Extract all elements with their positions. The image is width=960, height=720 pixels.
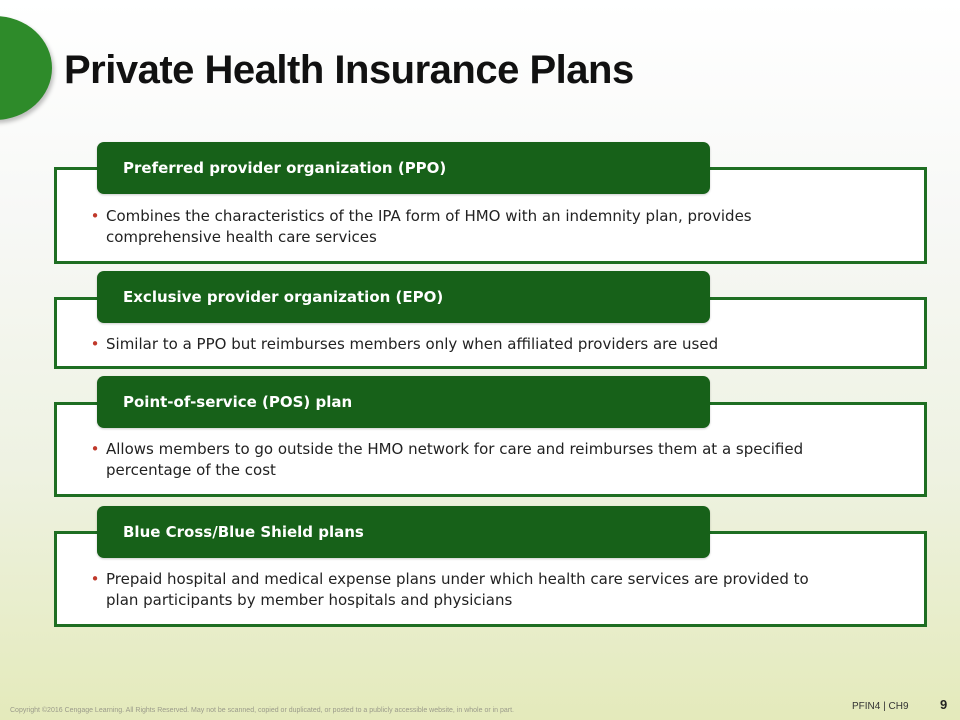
plan-header-bcbs: Blue Cross/Blue Shield plans — [97, 506, 710, 558]
bullet-icon: • — [90, 570, 100, 588]
bullet-icon: • — [90, 440, 100, 458]
plan-bullet-text: Allows members to go outside the HMO network for care and reimburses them at a specified percentage of the cost — [106, 440, 804, 479]
bullet-icon: • — [90, 335, 100, 353]
plan-bullet-text: Combines the characteristics of the IPA form of HMO with an indemnity plan, provides comprehensive health care services — [106, 207, 752, 246]
course-label: PFIN4 | CH9 — [852, 701, 909, 712]
page-number: 9 — [940, 697, 948, 712]
corner-decoration — [0, 16, 52, 120]
plan-header-ppo: Preferred provider organization (PPO) — [97, 142, 710, 194]
plan-header-pos: Point-of-service (POS) plan — [97, 376, 710, 428]
plan-bullet-text: Similar to a PPO but reimburses members only when affiliated providers are used — [106, 335, 719, 353]
plan-bullet-pos — [84, 439, 844, 481]
copyright-notice: Copyright ©2016 Cengage Learning. All Rights Reserved. May not be scanned, copied or duplicated, or posted to a publicly accessible website, in whole or in part. — [10, 707, 515, 714]
plan-bullet-bcbs — [84, 569, 844, 611]
plan-header-epo: Exclusive provider organization (EPO) — [97, 271, 710, 323]
page-title: Private Health Insurance Plans — [64, 48, 634, 92]
bullet-icon: • — [90, 207, 100, 225]
plan-bullet-epo — [84, 334, 844, 355]
plan-bullet-ppo — [84, 206, 844, 248]
plan-bullet-text: Prepaid hospital and medical expense plans under which health care services are provided to plan participants by member hospitals and physicians — [106, 570, 809, 609]
